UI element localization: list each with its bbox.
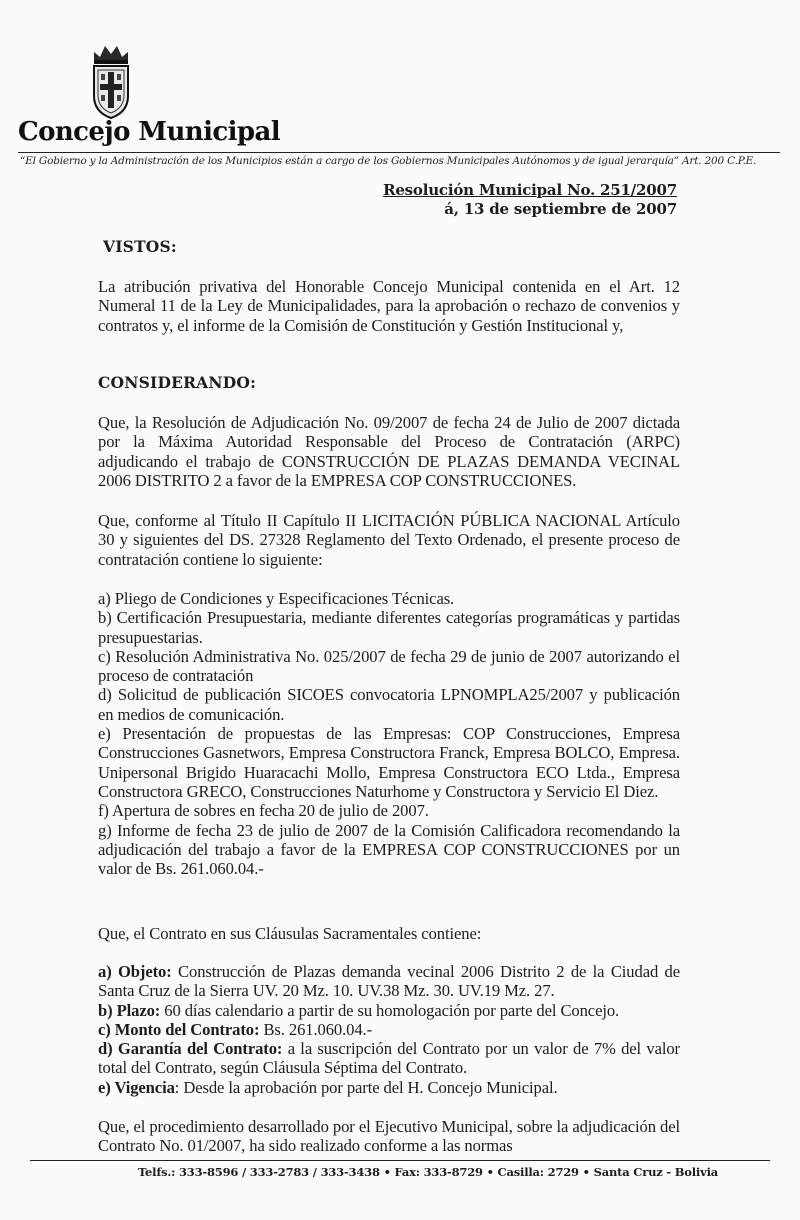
considerando-heading: CONSIDERANDO: [98,373,257,392]
clause-label: c) Monto del Contrato: [98,1019,260,1039]
clause-item [98,1001,680,1020]
vistos-heading: VISTOS: [103,237,177,256]
clause-item [98,962,680,1001]
clause-text: Construcción de Plazas demanda vecinal 2006 Distrito 2 de la Ciudad de Santa Cruz de la Sierra UV. 20 Mz. 10. UV.38 Mz. 30. UV.19 Mz. 27. [98,962,680,1001]
list-item: d) Solicitud de publicación SICOES convocatoria LPNOMPLA25/2007 y publicación en medios de comunicación. [98,685,680,724]
clause-text: : Desde la aprobación por parte del H. Concejo Municipal. [174,1077,558,1097]
resolution-date: á, 13 de septiembre de 2007 [444,200,677,218]
list-item: b) Certificación Presupuestaria, mediante diferentes categorías programáticas y partidas presupuestarias. [98,608,680,647]
clause-item [98,1078,680,1097]
header-tagline: “El Gobierno y la Administración de los Municipios están a cargo de los Gobiernos Municipales Autónomos y de igual jerarquía” Art. 200 C.P.E. [20,155,757,167]
footer-contact: Telfs.: 333-8596 / 333-2783 / 333-3438 • Fax: 333-8729 • Casilla: 2729 • Santa Cruz - Bolivia [138,1165,719,1179]
clause-label: b) Plazo: [98,1000,161,1020]
considerando-paragraph-1: Que, la Resolución de Adjudicación No. 09/2007 de fecha 24 de Julio de 2007 dictada por la Máxima Autoridad Responsable del Proceso de Contratación (ARPC) adjudicando el trabajo de CONSTRUCCIÓN DE PLAZAS DEMANDA VECINAL 2006 DISTRITO 2 a favor de la EMPRESA COP CONSTRUCCIONES. [98,413,680,490]
footer-divider [30,1160,770,1161]
organization-name: Concejo Municipal [18,117,280,147]
header-divider [18,152,780,153]
requirements-list [98,589,680,878]
resolution-title: Resolución Municipal No. 251/2007 [383,181,677,199]
considerando-paragraph-3: Que, el Contrato en sus Cláusulas Sacramentales contiene: [98,924,482,943]
considerando-paragraph-4: Que, el procedimiento desarrollado por el Ejecutivo Municipal, sobre la adjudicación del Contrato No. 01/2007, ha sido realizado conforme a las normas [98,1117,680,1156]
clause-text: 60 días calendario a partir de su homologación por parte del Concejo. [160,1000,620,1020]
clause-label: d) Garantía del Contrato: [98,1039,283,1059]
vistos-paragraph: La atribución privativa del Honorable Concejo Municipal contenida en el Art. 12 Numeral 11 de la Ley de Municipalidades, para la aprobación o rechazo de convenios y contratos y, el informe de la Comisión de Constitución y Gestión Institucional y, [98,277,680,335]
list-item: g) Informe de fecha 23 de julio de 2007 de la Comisión Calificadora recomendando la adjudicación del trabajo a favor de la EMPRESA COP CONSTRUCCIONES por un valor de Bs. 261.060.04.- [98,820,680,879]
clause-text: Bs. 261.060.04.- [259,1019,373,1039]
clause-label: e) Vigencia [98,1077,175,1097]
coat-of-arms-logo [86,40,136,120]
clause-label: a) Objeto: [98,962,172,981]
clause-item [98,1020,680,1039]
clause-text: a la suscripción del Contrato por un valor de 7% del valor total del Contrato, según Cláusula Séptima del Contrato. [98,1039,680,1078]
clause-item [98,1039,680,1078]
considerando-paragraph-2: Que, conforme al Título II Capítulo II LICITACIÓN PÚBLICA NACIONAL Artículo 30 y siguientes del DS. 27328 Reglamento del Texto Ordenado, el presente proceso de contratación contiene lo siguiente: [98,511,680,569]
list-item: e) Presentación de propuestas de las Empresas: COP Construcciones, Empresa Construcciones Gasnetwors, Empresa Constructora Franck, Empresa BOLCO, Empresa. Unipersonal Brigido Huaracachi Mollo, Empresa Constructora ECO Ltda., Empresa Constructora GRECO, Construcciones Naturhome y Constructora y Servicio El Diez. [98,724,680,801]
list-item: c) Resolución Administrativa No. 025/2007 de fecha 29 de junio de 2007 autorizando el proceso de contratación [98,646,680,686]
list-item: f) Apertura de sobres en fecha 20 de julio de 2007. [98,801,429,821]
contract-clauses [98,962,680,1097]
list-item: a) Pliego de Condiciones y Especificaciones Técnicas. [98,589,455,608]
